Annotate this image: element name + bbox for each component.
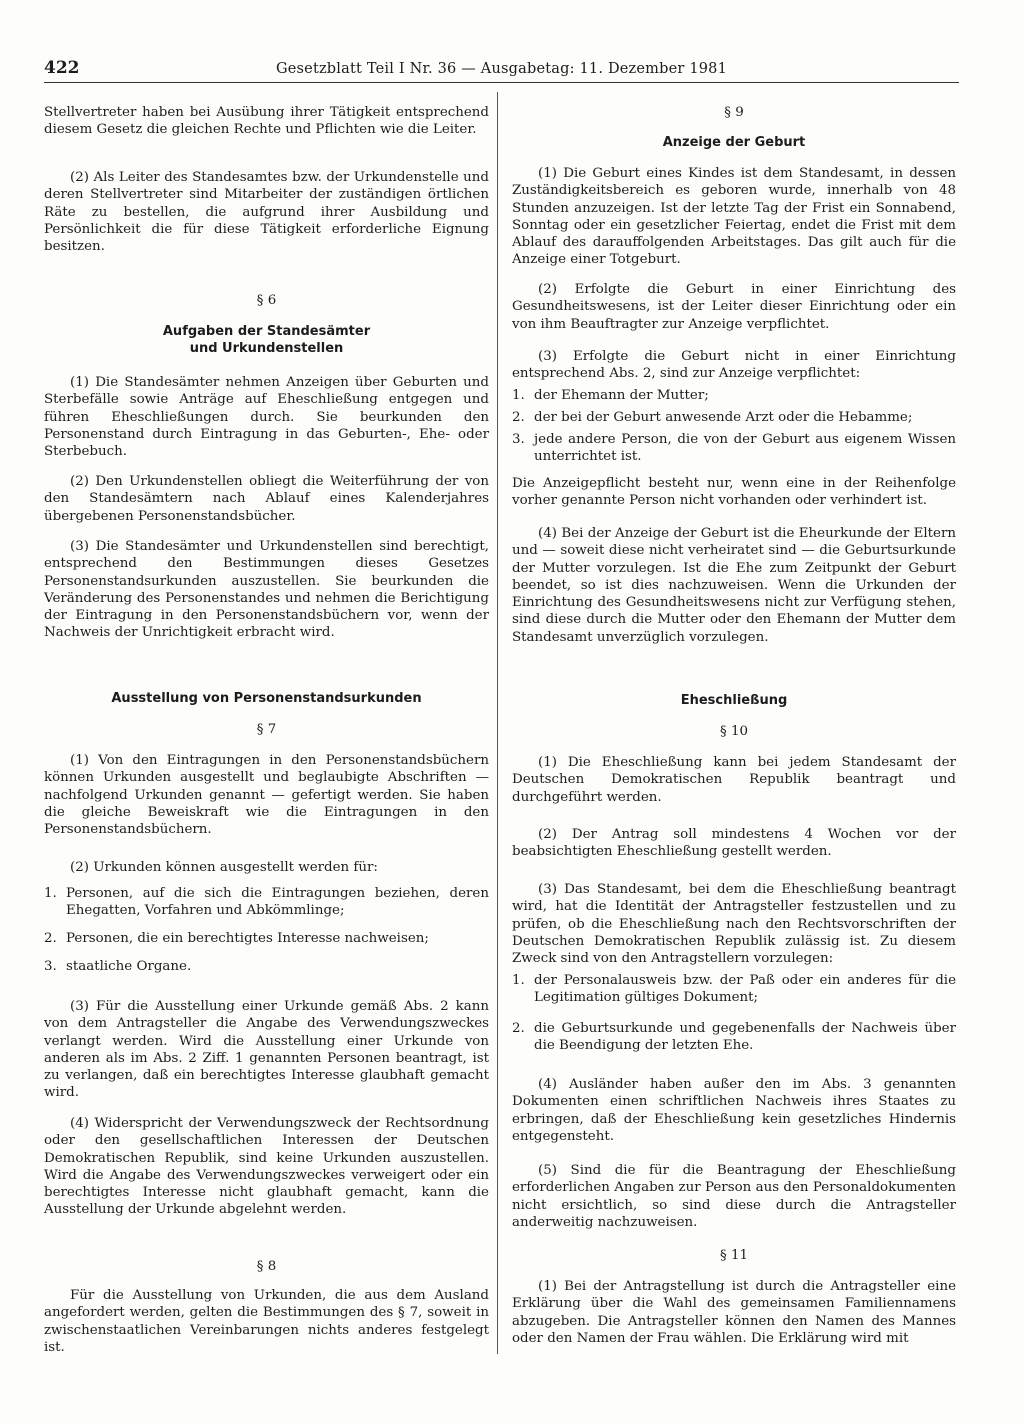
list-item xyxy=(512,387,956,404)
list-text: der Ehemann der Mutter; xyxy=(534,388,709,403)
section-number: § 6 xyxy=(256,293,277,308)
list-number: 2. xyxy=(512,410,525,425)
paragraph: (2) Den Urkundenstellen obliegt die Weiterführung der von den Standesämtern nach Ablauf eines Kalenderjahres übergebenen Personenstandsbücher. xyxy=(44,474,489,524)
list-text: der bei der Geburt anwesende Arzt oder die Hebamme; xyxy=(534,410,913,425)
list-text: Personen, auf die sich die Eintragungen beziehen, deren Ehegatten, Vorfahren und Abkömmlinge; xyxy=(66,886,489,919)
list-item xyxy=(512,409,956,426)
section-number: § 8 xyxy=(256,1259,277,1274)
paragraph: (1) Die Standesämter nehmen Anzeigen über Geburten und Sterbefälle sowie Anträge auf Eheschließung entgegen und führen Eheschließungen durch. Sie beurkunden den Personenstand durch Eintragung in das Geburten-, Ehe- oder Sterbebuch. xyxy=(44,375,489,460)
list-item xyxy=(44,930,489,947)
paragraph: (2) Erfolgte die Geburt in einer Einrichtung des Gesundheitswesens, ist der Leiter dieser Einrichtung oder ein von ihm Beauftragter zur Anzeige verpflichtet. xyxy=(512,282,956,332)
column-divider xyxy=(497,92,498,1354)
list-text: jede andere Person, die von der Geburt aus eigenem Wissen unterrichtet ist. xyxy=(534,432,956,465)
running-title: Gesetzblatt Teil I Nr. 36 — Ausgabetag: 11. Dezember 1981 xyxy=(275,61,728,77)
list-item xyxy=(44,885,489,920)
page-header xyxy=(44,58,959,83)
paragraph: (3) Für die Ausstellung einer Urkunde gemäß Abs. 2 kann von dem Antragsteller die Angabe des Verwendungszweckes verlangt werden. Wird die Ausstellung einer Urkunde von anderen als im Abs. 2 Ziff. 1 genannten Personen beantragt, ist zu verlangen, daß ein berechtigtes Interesse glaubhaft gemacht wird. xyxy=(44,999,489,1101)
paragraph: (4) Widerspricht der Verwendungszweck der Rechtsordnung oder den gesellschaftlichen Interessen der Deutschen Demokratischen Republik, sind keine Urkunden auszustellen. Wird die Angabe des Verwendungszweckes verweigert oder ein berechtigtes Interesse nicht glaubhaft gemacht, kann die Ausstellung der Urkunde abgelehnt werden. xyxy=(44,1116,489,1218)
list-number: 3. xyxy=(44,959,57,974)
paragraph: (5) Sind die für die Beantragung der Eheschließung erforderlichen Angaben zur Person aus den Personaldokumenten nicht ersichtlich, so sind diese durch die Antragsteller anderweitig nachzuweisen. xyxy=(512,1163,956,1230)
list-text: Personen, die ein berechtigtes Interesse nachweisen; xyxy=(66,931,429,946)
list-item xyxy=(512,972,956,1007)
list-number: 2. xyxy=(512,1021,525,1036)
paragraph: (2) Der Antrag soll mindestens 4 Wochen vor der beabsichtigten Eheschließung gestellt werden. xyxy=(512,827,956,860)
list-item xyxy=(44,958,489,975)
list-item xyxy=(512,1020,956,1055)
list-number: 1. xyxy=(512,388,525,403)
list-number: 3. xyxy=(512,432,525,447)
page-number: 422 xyxy=(44,58,80,78)
paragraph: (1) Von den Eintragungen in den Personenstandsbüchern können Urkunden ausgestellt und beglaubigte Abschriften — nachfolgend Urkunden genannt — gefertigt werden. Sie haben die gleiche Beweiskraft wie die Eintragungen in den Personenstandsbüchern. xyxy=(44,753,489,838)
list-number: 2. xyxy=(44,931,57,946)
list-number: 1. xyxy=(44,886,57,901)
section-number: § 7 xyxy=(256,722,277,737)
paragraph: (4) Bei der Anzeige der Geburt ist die Eheurkunde der Eltern und — soweit diese nicht verheiratet sind — die Geburtsurkunde der Mutter vorzulegen. Ist die Ehe zum Zeitpunkt der Geburt beendet, so ist dies nachzuweisen. Wenn die Urkunden der Einrichtung des Gesundheitswesens nicht zur Verfügung stehen, sind diese durch die Mutter oder den Ehemann der Mutter dem Standesamt unverzüglich vorzulegen. xyxy=(512,526,956,645)
section-heading: Ausstellung von Personenstandsurkunden xyxy=(111,691,422,706)
paragraph: (3) Erfolgte die Geburt nicht in einer Einrichtung entsprechend Abs. 2, sind zur Anzeige verpflichtet: xyxy=(512,349,956,382)
paragraph: (2) Als Leiter des Standesamtes bzw. der Urkundenstelle und deren Stellvertreter sind Mitarbeiter der zuständigen örtlichen Räte zu bestellen, die aufgrund ihrer Ausbildung und Persönlichkeit die für diese Tätigkeit erforderliche Eignung besitzen. xyxy=(44,170,489,255)
paragraph: (3) Die Standesämter und Urkundenstellen sind berechtigt, entsprechend den Bestimmungen dieses Gesetzes Personenstandsurkunden auszustellen. Sie beurkunden die Veränderung des Personenstandes und nehmen die Berichtigung der Eintragung in den Personenstandsbüchern vor, wenn der Nachweis der Unrichtigkeit erbracht wird. xyxy=(44,539,489,641)
paragraph: Stellvertreter haben bei Ausübung ihrer Tätigkeit entsprechend diesem Gesetz die gleichen Rechte und Pflichten wie die Leiter. xyxy=(44,105,489,138)
paragraph: (4) Ausländer haben außer den im Abs. 3 genannten Dokumenten einen schriftlichen Nachweis ihres Staates zu erbringen, daß der Eheschließung kein gesetzliches Hindernis entgegensteht. xyxy=(512,1077,956,1144)
paragraph: (2) Urkunden können ausgestellt werden für: xyxy=(70,860,378,875)
list-number: 1. xyxy=(512,973,525,988)
paragraph: (1) Bei der Antragstellung ist durch die Antragsteller eine Erklärung über die Wahl des gemeinsamen Familiennamens abzugeben. Die Antragsteller können den Namen des Mannes oder den Namen der Frau wählen. Die Erklärung wird mit xyxy=(512,1279,956,1346)
paragraph: (3) Das Standesamt, bei dem die Eheschließung beantragt wird, hat die Identität der Antragsteller festzustellen und zu prüfen, ob die Eheschließung nach den Rechtsvorschriften der Deutschen Demokratischen Republik zulässig ist. Zu diesem Zweck sind von den Antragstellern vorzulegen: xyxy=(512,882,956,967)
paragraph: Für die Ausstellung von Urkunden, die aus dem Ausland angefordert werden, gelten die Bestimmungen des § 7, soweit in zwischenstaatlichen Vereinbarungen nichts anderes festgelegt ist. xyxy=(44,1288,489,1355)
paragraph: (1) Die Geburt eines Kindes ist dem Standesamt, in dessen Zuständigkeitsbereich es geboren wurde, innerhalb von 48 Stunden anzuzeigen. Ist der letzte Tag der Frist ein Sonnabend, Sonntag oder ein gesetzlicher Feiertag, endet die Frist mit dem Ablauf des darauffolgenden Arbeitstages. Das gilt auch für die Anzeige einer Totgeburt. xyxy=(512,166,956,268)
paragraph: (1) Die Eheschließung kann bei jedem Standesamt der Deutschen Demokratischen Republik beantragt und durchgeführt werden. xyxy=(512,755,956,805)
paragraph: Die Anzeigepflicht besteht nur, wenn eine in der Reihenfolge vorher genannte Person nicht vorhanden oder verhindert ist. xyxy=(512,476,956,509)
list-text: staatliche Organe. xyxy=(66,959,192,974)
section-heading: Eheschließung xyxy=(680,693,788,708)
section-title: Aufgaben der Standesämter xyxy=(162,324,371,339)
section-number: § 9 xyxy=(724,105,744,120)
section-title: Anzeige der Geburt xyxy=(662,135,806,150)
list-item xyxy=(512,431,956,466)
list-text: die Geburtsurkunde und gegebenenfalls der Nachweis über die Beendigung der letzten Ehe. xyxy=(534,1021,956,1054)
list-text: der Personalausweis bzw. der Paß oder ein anderes für die Legitimation gültiges Dokument; xyxy=(534,973,956,1006)
section-number: § 10 xyxy=(720,724,748,739)
section-title: und Urkundenstellen xyxy=(189,341,344,356)
section-number: § 11 xyxy=(720,1248,748,1263)
